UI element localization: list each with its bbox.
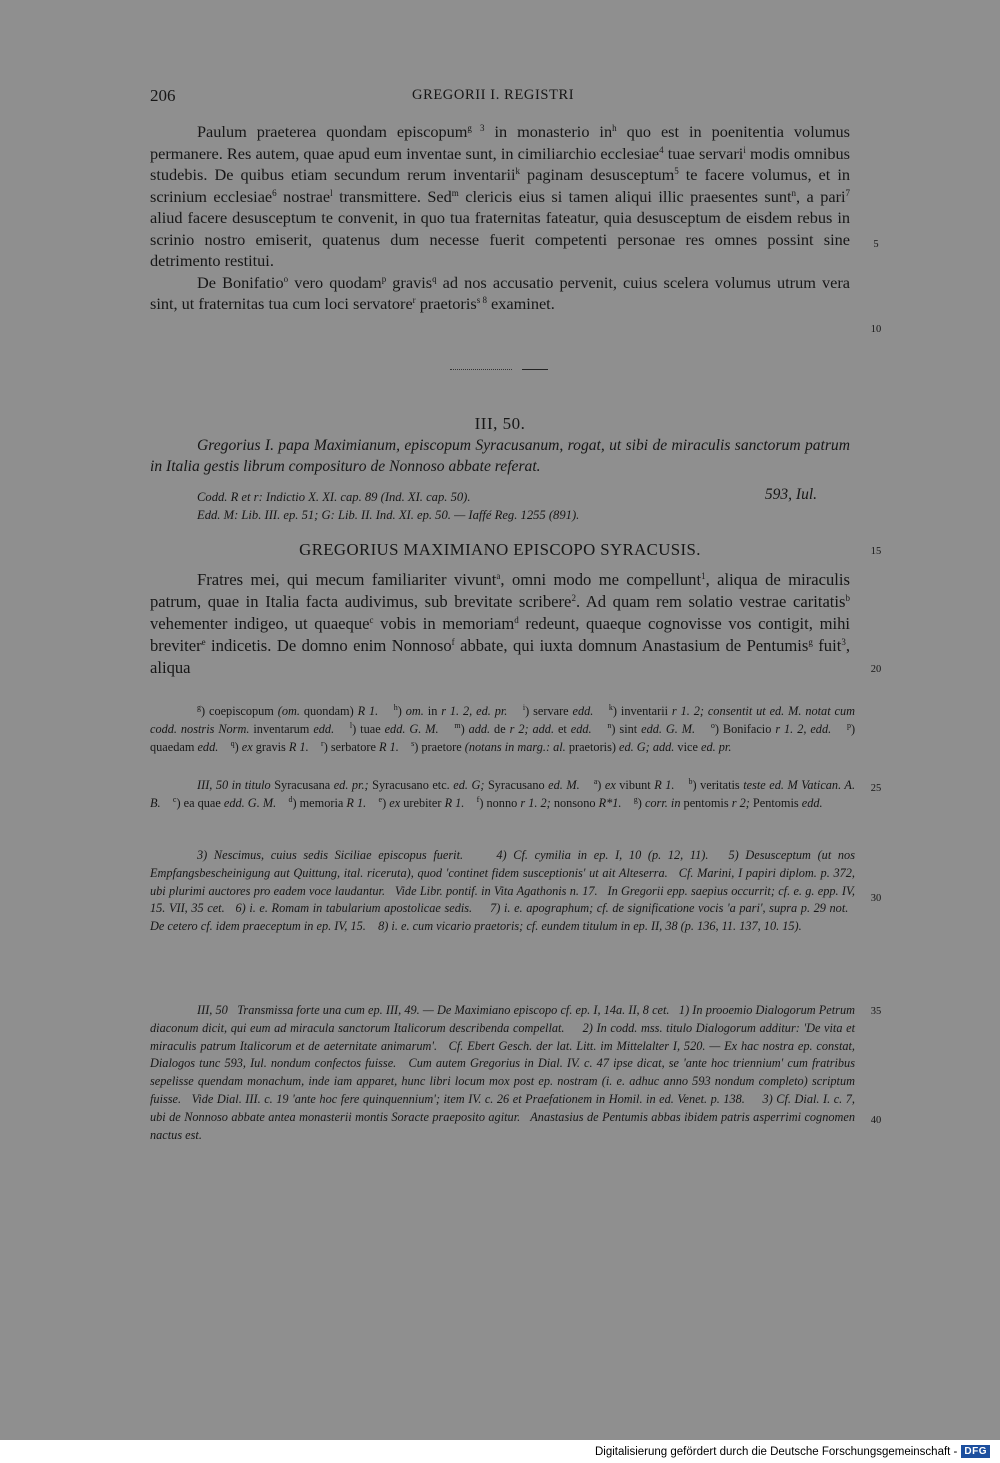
summary-text: Gregorius I. papa Maximianum, episcopum Syracusanum, rogat, ut sibi de miraculis sanctorum patrum in Italia gestis librum compositurо de Nonnoso abbate referat. bbox=[150, 437, 850, 475]
running-head bbox=[150, 86, 850, 108]
page-number: 206 bbox=[150, 86, 176, 105]
line-number: 40 bbox=[870, 1115, 882, 1126]
line-number: 25 bbox=[870, 783, 882, 794]
notes-text: III, 50 Transmissa forte una cum ep. III, 49. — De Maximiano episcopo cf. ep. I, 14a. II, 8 cet. 1) In prooemio Dialogorum Petrum diaconum dicit, qui eum ad miracula sanctorum Italicorum describenda compellat. 2) In codd. mss. titulo Dialogorum additur: 'De vita et miraculis patrum Italicorum et de aeternitate animarum'. Cf. Ebert Gesch. der lat. Litt. im Mittelalter I, 520. — Ex hac nostra ep. constat, Dialogos tunc 593, Iul. nondum confectos fuisse. Cum autem Gregorius in Dial. IV. c. 47 ipse dicat, se 'ante hoc triennium' cum fratribus sepelisse quendam monachum, inde iam apparet, hunc libri locum mox post ep. nostram (i. e. adhuc anno 593 nondum completo) scriptum fuisse. Vide Dial. III. c. 19 'ante hoc fere quinquennium'; item IV. c. 26 et Praefationem in Homil. in ed. Venet. p. 138. 3) Cf. Dial. I. c. 7, ubi de Nonnoso abbate antea monasterii montis Soracte praeposito agitur. Anastasius de Pentumis abbas ibidem patris asperrimi cognomen nactus est. bbox=[150, 1003, 855, 1142]
line-numbers bbox=[862, 0, 902, 1440]
footer-bar bbox=[0, 1440, 1000, 1463]
letter-date: 593, Iul. bbox=[764, 486, 817, 503]
line-number: 20 bbox=[870, 664, 882, 675]
notes-text: 3) Nescimus, cuius sedis Siciliae episcopus fuerit. 4) Cf. cymilia in ep. I, 10 (p. 12, 11). 5) Desusceptum (ut nos Empfangsbescheinigung aut Quittung, ital. riceruta), quod 'continet fidem susceptionis' ut ait Alteserra. Cf. Marini, I papiri diplom. p. 372, ubi plurimi auctores pro eadem voce laudantur. Vide Libr. pontif. in Vita Agathonis n. 17. In Gregorii epp. saepius occurrit; cf. e. g. epp. IV, 15. VII, 35 cet. 6) i. e. Romam in tabularium apostolicae sedis. 7) i. e. apographum; cf. de significatione vocis 'a pari', supra p. 29 not. De cetero cf. idem praeceptum in ep. IV, 15. 8) i. e. cum vicario praetoris; cf. eundem titulum in ep. II, 38 (p. 136, 11. 137, 10. 15). bbox=[150, 848, 855, 934]
letter-addressee: GREGORIUS MAXIMIANO EPISCOPO SYRACUSIS. bbox=[299, 540, 701, 559]
codices-line: Codd. R et r: Indictio X. XI. cap. 89 (Ind. XI. cap. 50). bbox=[197, 490, 471, 504]
letter-text bbox=[150, 569, 850, 679]
dfg-logo: DFG bbox=[961, 1445, 990, 1458]
line-number: 5 bbox=[873, 239, 879, 250]
paragraph: Fratres mei, qui mecum familiariter vivunt$^a$, omni modo me compellunt$^1$, aliqua de miraculis patrum, quae in Italia facta audivimus, sub brevitate scribere$^2$. Ad quam rem solatio vestrae caritatis$^b$ vehementer indigeo, ut quaeque$^c$ vobis in memoriam$^d$ redeunt, quaeque cognovisse vos contigit, mihi breviter$^e$ indicetis. De domno enim Nonnoso$^f$ abbate, qui iuxta domnum Anastasium de Pentumis$^g$ fuit$^3$, aliqua bbox=[150, 570, 851, 677]
variant-readings-2 bbox=[150, 777, 855, 813]
line-number: 10 bbox=[870, 324, 882, 335]
previous-letter-text bbox=[150, 121, 850, 315]
letter-number: III, 50. bbox=[474, 414, 526, 433]
manuscript-info bbox=[197, 488, 817, 524]
separator-line bbox=[522, 369, 548, 370]
paragraph: Paulum praeterea quondam episcopum$^{g 3}$ in monasterio $in^h$ quo est in poenitentia volumus permanere. Res autem, quae apud eum inventae sunt, in cimiliarchio ecclesiae$^4$ tuae servari$^i$ modis omnibus studebis. De quibus etiam secundum rerum inventarii$^k$ paginam desusceptum$^5$ te facere volumus, et in scrinium ecclesiae$^6$ nostrae$^l$ transmittere. Sed$^m$ clericis eius si tamen aliqui illic praesentes sunt$^n$, a pari$^7$ aliud facere desusceptum te convenit, in quo tua fraternitas fateatur, quia desusceptum de eisdem rebus in scrinio nostro emiserit, quatenus dum necesse fuerit competenti personae res omnes possint sine detrimento restitui. bbox=[150, 122, 851, 270]
apparatus-text: III, 50 in titulo Syracusana ed. pr.; Syracusano etc. ed. G; Syracusano ed. M. $^a$) ex vibunt R 1. $^b$) veritatis teste ed. M Vatican. A. B. $^c$) ea quae edd. G. M. $^d$) memoria R 1. $^e$) ex urebiter R 1. $^f$) nonno r 1. 2; nonsono R*1. $^g$) corr. in pentomis r 2; Pentomis edd. bbox=[150, 777, 856, 810]
separator-dots bbox=[450, 369, 512, 370]
line-number: 15 bbox=[870, 546, 882, 557]
line-number: 35 bbox=[870, 1006, 882, 1017]
editions-line: Edd. M: Lib. III. ep. 51; G: Lib. II. Ind. XI. ep. 50. — Iaffé Reg. 1255 (891). bbox=[197, 508, 580, 522]
letter-summary bbox=[150, 436, 850, 477]
section-separator bbox=[450, 369, 550, 373]
variant-readings-1 bbox=[150, 703, 855, 756]
line-number: 30 bbox=[870, 893, 882, 904]
running-title: GREGORII I. REGISTRI bbox=[412, 87, 575, 103]
footer-credit: Digitalisierung gefördert durch die Deutsche Forschungsgemeinschaft - bbox=[594, 1445, 958, 1458]
commentary-notes-2 bbox=[150, 1002, 855, 1144]
commentary-notes-1 bbox=[150, 847, 855, 936]
paragraph: De Bonifatio$^o$ vero quodam$^p$ gravis$^q$ ad nos accusatio pervenit, cuius scelera volumus utrum vera sint, ut fraternitas tua cum loci servatore$^r$ praetoris$^{s 8}$ examinet. bbox=[150, 272, 850, 313]
apparatus-text: $^g$) coepiscopum (om. quondam) R 1. $^h$) om. in r 1. 2, ed. pr. $^i$) servare edd. $^k$) inventarii r 1. 2; consentit ut ed. M. notat cum codd. nostris Norm. inventarum edd. $^l$) tuae edd. G. M. $^m$) add. de r 2; add. et edd. $^n$) sint edd. G. M. $^o$) Bonifacio r 1. 2, edd. $^p$) quaedam edd. $^q$) ex gravis R 1. $^r$) serbatore R 1. $^s$) praetore (notans in marg.: al. praetoris) ed. G; add. vice ed. pr. bbox=[150, 703, 856, 754]
